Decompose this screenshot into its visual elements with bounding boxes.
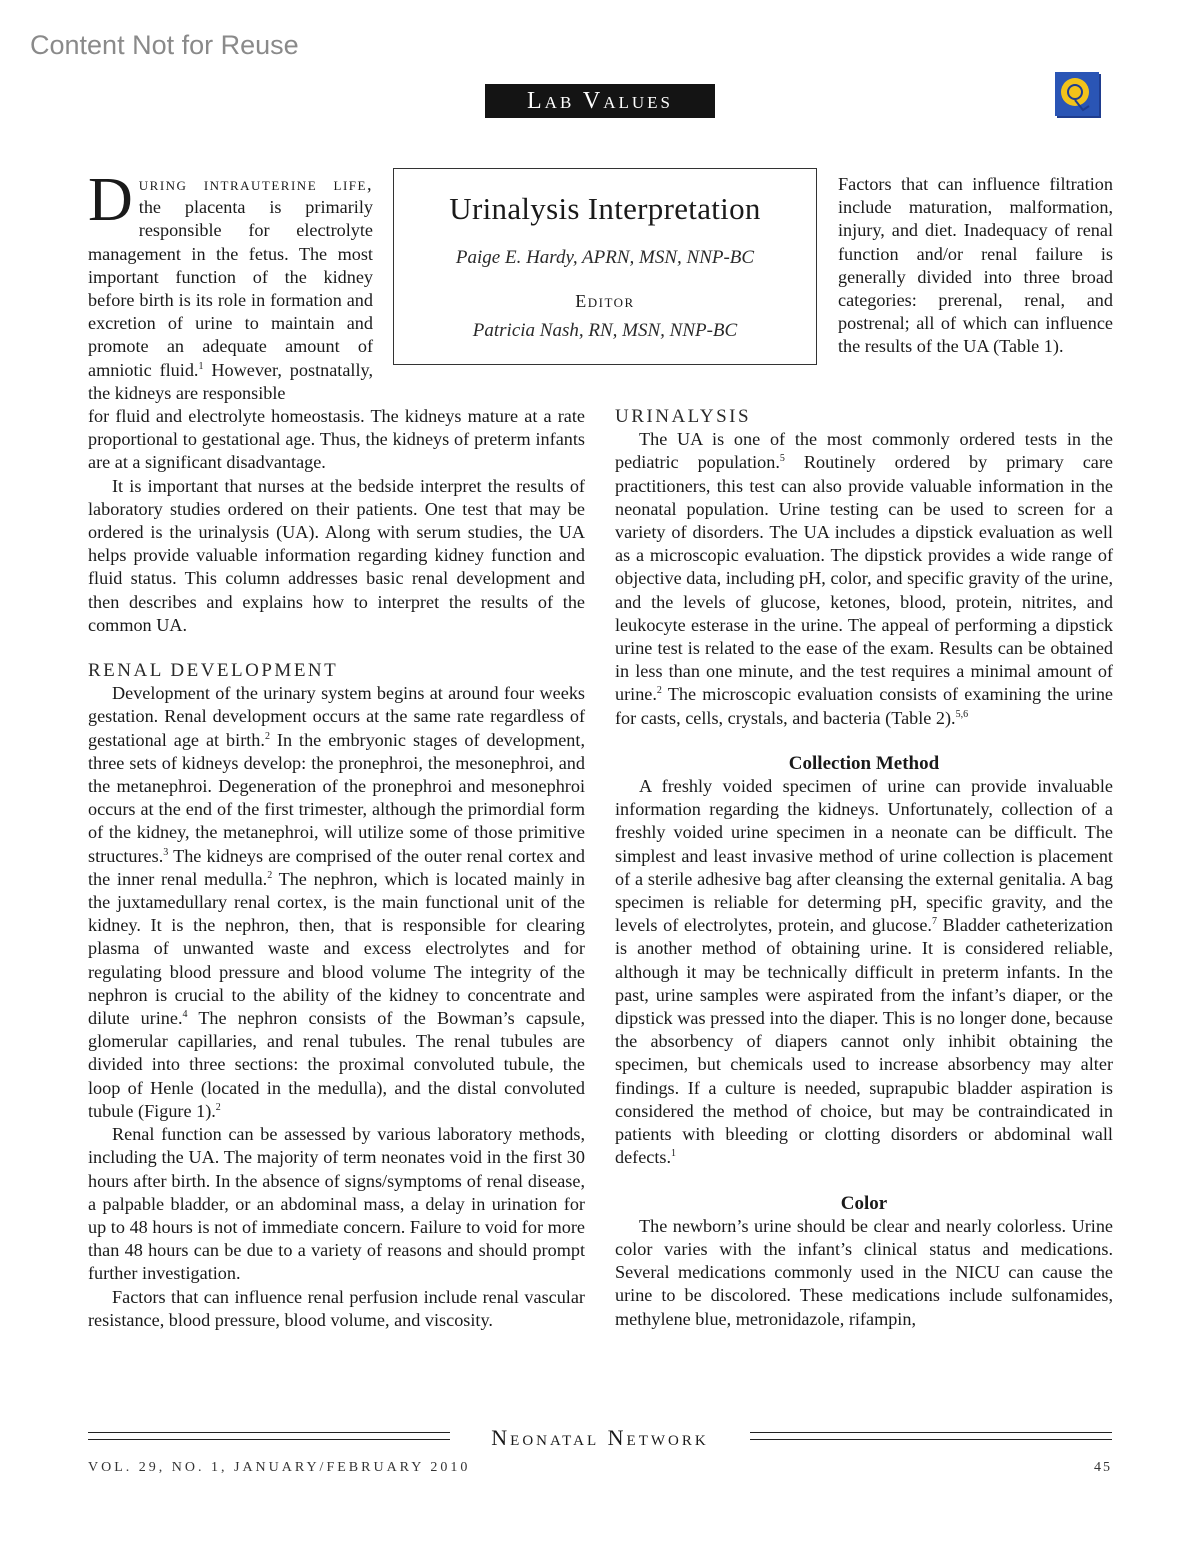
filtration-text: Factors that can influence filtration include maturation, malformation, injury, and diet. Inadequacy of renal function and/or renal failure is generally divided into three broad categories: prerenal, renal, and postrenal; all of which can influence the results of the UA (Table 1). [838,174,1113,357]
section-heading-urinalysis: URINALYSIS [615,406,752,427]
paragraph: The UA is one of the most commonly ordered tests in the pediatric population.$^5$ Routinely ordered by primary care practitioners, this test can also provide valuable information in the neonatal population. Urine testing can be used to screen for a variety of disorders. The UA includes a dipstick evaluation as well as a microscopic evaluation. The dipstick provides a wide range of objective data, including pH, color, and specific gravity of the urine, and the levels of glucose, ketones, blood, protein, nitrites, and leukocyte esterase in the urine. The appeal of performing a dipstick urine test is related to the ease of the exam. Results can be obtained in less than one minute, and the test requires a minimal amount of urine.$^2$ The microscopic evaluation consists of examining the urine for casts, cells, crystals, and bacteria (Table 2).$^{5,6}$ [615,429,1113,728]
paragraph: The newborn’s urine should be clear and nearly colorless. Urine color varies with the infant’s clinical status and medications. Several medications commonly used in the NICU can cause the urine to be discolored. These medications include sulfonamides, methylene blue, metronidazole, rifampin, [615,1215,1113,1329]
neonatal-network-logo-icon [1053,70,1105,122]
paragraph: Factors that can influence renal perfusion include renal vascular resistance, blood pressure, blood volume, and viscosity. [88,1286,585,1330]
footer-rule-right [750,1432,1112,1440]
paragraph: Renal function can be assessed by various laboratory methods, including the UA. The majority of term neonates void in the first 30 hours after birth. In the absence of signs/symptoms of renal disease, a palpable bladder, or an abdominal mass, a delay in urination for up to 48 hours is not of immediate concern. Failure to void for more than 48 hours can be due to a variety of reasons and should prompt further investigation. [88,1124,585,1284]
journal-name: Neonatal Network [491,1425,709,1450]
editor-label: Editor [575,291,635,311]
article-author: Paige E. Hardy, APRN, MSN, NNP-BC [455,247,755,268]
section-heading-renal-development: RENAL DEVELOPMENT [88,660,339,682]
editor-name: Patricia Nash, RN, MSN, NNP-BC [472,320,738,341]
page-number: 45 [1094,1460,1112,1475]
drop-cap: D [88,166,133,234]
article-title: Urinalysis Interpretation [449,191,761,226]
footer-rule-left [88,1432,450,1440]
intro-text: the placenta is primarily responsible for electrolyte management in the fetus. The most important function of the kidney before birth is its role in formation and excretion of urine to maintain and promote an adequate amount of amniotic fluid. [88,197,373,380]
left-column [88,405,585,1332]
paragraph: It is important that nurses at the bedside interpret the results of laboratory studies ordered on their patients. One test that may be ordered is the urinalysis (UA). Along with serum studies, the UA helps provide valuable information regarding kidney function and fluid status. This column addresses basic renal development and then describes and explains how to interpret the results of the common UA. [88,475,585,635]
intro-text-continued: However, postnatally, the kidneys are responsible [88,359,373,403]
watermark-text: Content Not for Reuse [30,30,299,60]
intro-paragraph [88,166,373,405]
issue-info: VOL. 29, NO. 1, JANUARY/FEBRUARY 2010 [88,1460,471,1475]
subheading-collection-method: Collection Method [788,752,940,774]
right-column [615,405,1113,1331]
filtration-paragraph [838,173,1113,359]
section-header-bar: Lab Values [485,84,715,118]
paragraph: Development of the urinary system begins at around four weeks gestation. Renal development occurs at the same rate regardless of gestational age at birth.$^2$ In the embryonic stages of development, three sets of kidneys develop: the pronephroi, the mesonephroi, and the metanephroi. Degeneration of the pronephroi and mesonephroi occurs at the end of the first trimester, although the primordial form of the kidney, the metanephroi, will utilize some of those primitive structures.$^3$ The kidneys are comprised of the outer renal cortex and the inner renal medulla.$^2$ The nephron, which is located mainly in the juxtamedullary renal cortex, is the main functional unit of the kidney. It is the nephron, then, that is responsible for clearing plasma of unwanted waste and excess electrolytes and for regulating blood pressure and blood volume The integrity of the nephron is crucial to the ability of the kidney to concentrate and dilute urine.$^4$ The nephron consists of the Bowman’s capsule, glomerular capillaries, and renal tubules. The renal tubules are divided into three sections: the proximal convoluted tubule, the loop of Henle (located in the medulla), and the distal convoluted tubule (Figure 1).$^2$ [88,683,585,1121]
article-title-box [393,168,817,365]
paragraph: A freshly voided specimen of urine can provide invaluable information regarding the kidneys. Unfortunately, collection of a freshly voided urine specimen in a neonate can be difficult. The simplest and least invasive method of urine collection is placement of a sterile adhesive bag after cleansing the external genitalia. A bag specimen is reliable for determing pH, specific gravity, and the levels of electrolytes, protein, and glucose.$^7$ Bladder catheterization is another method of obtaining urine. It is considered reliable, although it may be technically difficult in preterm infants. In the past, urine samples were aspirated from the infant’s diaper, or the dipstick was pressed into the diaper. This is no longer done, because the absorbency of diapers cannot only inhibit obtaining the specimen, but chemicals used to increase absorbency may alter findings. If a culture is needed, suprapubic bladder aspiration is considered the method of choice, but may be contraindicated in patients with bleeding or clotting disorders or abdominal wall defects.$^1$ [615,776,1113,1168]
subheading-color: Color [840,1192,888,1214]
paragraph: for fluid and electrolyte homeostasis. The kidneys mature at a rate proportional to gestational age. Thus, the kidneys of preterm infants are at a significant disadvantage. [88,406,585,473]
lead-in: uring intrauterine life, [138,174,373,194]
citation: 1 [198,360,204,372]
